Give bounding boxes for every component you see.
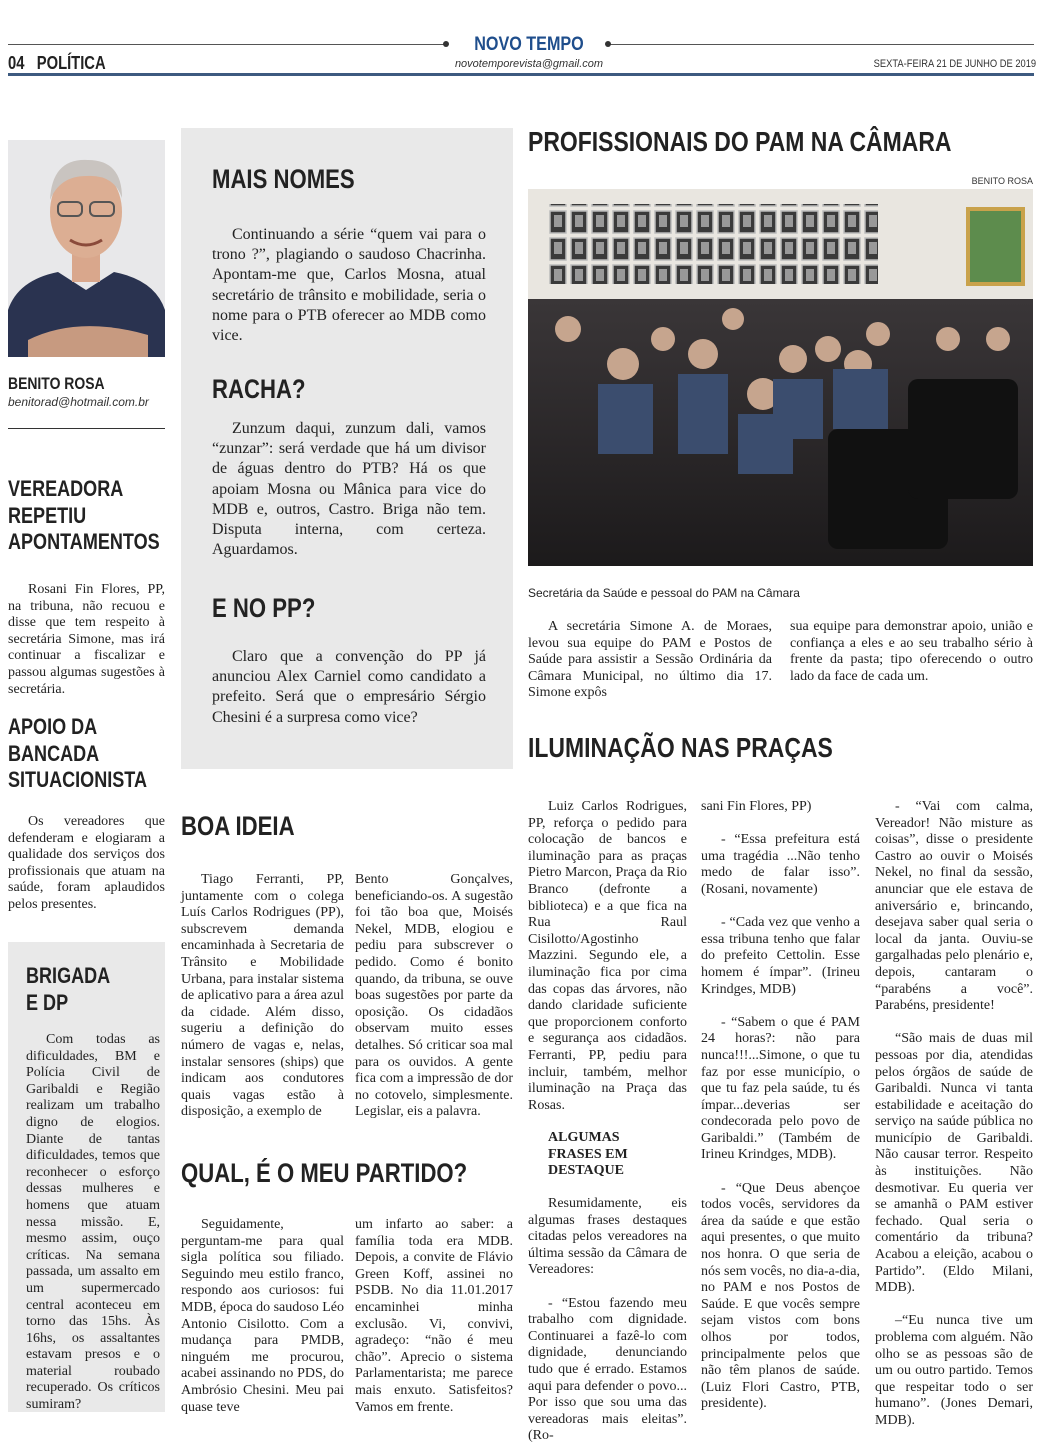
article-partido-col1: Seguidamente, perguntam-me para qual sigla política sou filiado. Seguindo meu estilo franco, respondo aos curiosos: fui MDB, época do saudoso Léo Antonio Cisilotto. Com a mudança para PMDB, ninguém me procurou, acabei assinando no PDS, do Ambrósio Chesini. Meu pai quase teve bbox=[181, 1217, 344, 1415]
page-number: 04 bbox=[8, 53, 25, 73]
headline-brigada bbox=[26, 963, 110, 1016]
paragraph: –“Eu nunca tive um problema com alguém. Não olho se as pessoas são de um ou outro partido. Temos que respeitar todo o ser humano”. (Jones Demari, MDB). bbox=[875, 1313, 1033, 1428]
headline-no-pp: E NO PP? bbox=[212, 593, 316, 623]
columnist-name: BENITO ROSA bbox=[8, 374, 105, 393]
masthead-email[interactable]: novotemporevista@gmail.com bbox=[454, 58, 604, 70]
headline-apoio bbox=[8, 714, 147, 794]
headline-line: VEREADORA bbox=[8, 476, 124, 501]
subhead-frases bbox=[548, 1130, 687, 1180]
headline-line: APOIO DA bbox=[8, 714, 98, 739]
headline-line: SITUACIONISTA bbox=[8, 767, 147, 792]
subhead-line: DESTAQUE bbox=[548, 1163, 624, 1179]
paragraph: sani Fin Flores, PP) bbox=[701, 799, 812, 814]
paragraph: “São mais de duas mil pessoas por dia, atendidas pelos órgãos de saúde de Garibaldi. Nunca vi tanta estabilidade e aceitação do serviço na saúde pública no município de Garibaldi. Não causar terror. Respeito às instituições. Não desmotivar. Eu queria ver se amanhã o PAM estiver fechado. Qual seria o comentário da tribuna? Acabou a eleição, acabou o Partido”. (Eldo Milani, MDB). bbox=[875, 1031, 1033, 1296]
columnist-divider bbox=[8, 428, 165, 429]
article-pam-col2: sua equipe para demonstrar apoio, união e confiança a eles e ao seu trabalho sério à frente da pasta; tipo oferecendo o outro lado da face de cada um. bbox=[790, 619, 1033, 684]
iluminacao-col2 bbox=[701, 799, 860, 1413]
issue-date: SEXTA-FEIRA 21 DE JUNHO DE 2019 bbox=[873, 58, 1036, 70]
section-label bbox=[8, 53, 106, 74]
headline-line: APONTAMENTOS bbox=[8, 529, 160, 554]
paragraph: Luiz Carlos Rodrigues, PP, reforça o pedido para colocação de bancos e iluminação para as praças Pietro Marcon, Praça da Rio Branco (defronte a biblioteca) e a que fica na Rua Raul Cisilotto/Agostinho Mazzini. Segundo ele, a iluminação fica por cima das copas das árvores, não dando claridade suficiente que proporcionem conforto e segurança aos cidadãos. Ferranti, PP, pediu para incluir, também, melhor iluminação na Praça das Rosas. bbox=[528, 799, 688, 1113]
article-partido-col2: um infarto ao saber: a família toda era MDB. Depois, a convite de Flávio Green Koff, assinei no PSDB. No dia 11.01.2017 encaminhei minha exclusão. Vi, convivi, agradeço: “não é meu chão”. Aprecio o sistema Parlamentarista; me parece mais enxuto. Satisfeitos? Vamos em frente. bbox=[355, 1217, 513, 1415]
paragraph: - “Estou fazendo meu trabalho com dignidade. Continuarei a fazê-lo com dignidade, denunciando tudo que é errado. Estamos aqui para defender o povo... Por isso que sou uma das vereadoras mais eleitas”. (Ro- bbox=[528, 1295, 687, 1444]
subhead-line: FRASES EM bbox=[548, 1146, 628, 1162]
paragraph: - “Que Deus abençoe todos vocês, servidores da área da saúde e que estão aqui presentes, o que muito nos honra. O que seria de nós sem vocês, no dia-a-dia, no PAM e nos Postos de Saúde. E que vocês sempre sejam vistos com bons olhos por todos, principalmente pelos que não têm planos de saúde. (Luiz Flori Castro, PTB, presidente). bbox=[701, 1180, 860, 1412]
section-name: POLÍTICA bbox=[36, 53, 106, 73]
headline-line: E DP bbox=[26, 989, 69, 1015]
headline-line: BANCADA bbox=[8, 740, 100, 766]
headline-vereadora bbox=[8, 476, 160, 556]
paragraph: - “Sabem o que é PAM 24 horas?: não para nunca!!!...Simone, o que tu faz por esse município, o que tu faz pela saúde, tu és ímpar...deverias ser condecorada pelo povo de Garibaldi.” (Também de Irineu Krindges, MDB). bbox=[701, 1014, 860, 1163]
article-boa-ideia-col2: Bento Gonçalves, beneficiando-os. A sugestão foi tão boa que, Moisés Nekel, MDB, elogiou e pediu para subscrever o pedido. Como é bonito quando, da tribuna, se ouve boas sugestões por parte da oposição. Os cidadãos observam muito esses detalhes. Só criticar soa mal para os ouvidos. A gente fica com a impressão de dor no cotovelo, simplesmente. Legislar, eis a palavra. bbox=[355, 872, 513, 1120]
headline-racha: RACHA? bbox=[212, 374, 306, 404]
article-boa-ideia-col1: Tiago Ferranti, PP, juntamente com o colega Luís Carlos Rodrigues (PP), subscrevem demanda encaminhada à Secretaria de Trânsito e Mobilidade Urbana, para instalar sistema de aplicativo para a área azul da cidade. Além disso, sugeriu a definição do número de vagas e, nelas, instalar sensores (ships) que indicam aos condutores quais vagas estão à disposição, a exemplo de bbox=[181, 872, 344, 1120]
photo-credit: BENITO ROSA bbox=[971, 176, 1033, 186]
pam-photo bbox=[528, 189, 1033, 566]
article-vereadora-text: Rosani Fin Flores, PP, na tribuna, não recuou e disse que tem respeito à secretária Simone, mas irá continuar a fiscalizar e passou algumas sugestões à secretária. bbox=[8, 582, 165, 697]
headline-line: REPETIU bbox=[8, 502, 87, 528]
headline-iluminacao: ILUMINAÇÃO NAS PRAÇAS bbox=[528, 732, 833, 763]
headline-mais-nomes: MAIS NOMES bbox=[212, 164, 355, 194]
article-brigada-text: Com todas as dificuldades, BM e Polícia Civil de Garibaldi e Região realizam um trabalho digno de elogios. Diante de tantas dificuldades, temos que reconhecer o esforço dessas mulheres e homens que atuam nessa missão. E, mesmo assim, ouço críticas. Na semana passada, um assalto em um supermercado central aconteceu em torno das 15hs. Às 16hs, os assaltantes estavam presos e o material roubado recuperado. Os críticos sumiram? bbox=[26, 1032, 160, 1413]
columnist-photo bbox=[8, 140, 165, 357]
article-mais-nomes-text: Continuando a série “quem vai para o trono ?”, plagiando o saudoso Chacrinha. Apontam-me que, Carlos Mosna, atual secretário de trânsito e mobilidade, seria o nome para o PTB oferecer ao MDB como vice. bbox=[212, 226, 486, 345]
header-divider bbox=[8, 73, 1034, 76]
headline-line: BRIGADA bbox=[26, 963, 111, 988]
photo-caption: Secretária da Saúde e pessoal do PAM na Câmara bbox=[528, 586, 800, 600]
headline-partido: QUAL, É O MEU PARTIDO? bbox=[181, 1158, 468, 1188]
masthead: NOVO TEMPO bbox=[474, 34, 584, 55]
headline-boa-ideia: BOA IDEIA bbox=[181, 811, 295, 841]
paragraph: - “Vai com calma, Vereador! Não misture as coisas”, disse o presidente Castro ao ouvir o Moisés Nekel, no final da sessão, anunciar que ele estava de aniversário e, brincando, desejava saber qual seria o local da janta. Ouviu-se gargalhadas pelo plenário e, depois, cantaram o “parabéns a você”. Parabéns, presidente! bbox=[875, 799, 1033, 1014]
paragraph: - “Essa prefeitura está uma tragédia ...Não tenho medo de falar isso”. (Rosani, novamente) bbox=[701, 832, 860, 897]
iluminacao-col1 bbox=[528, 799, 687, 1445]
brigada-box bbox=[8, 942, 165, 1412]
article-no-pp-text: Claro que a convenção do PP já anunciou Alex Carniel como candidato a prefeito. Será que o empresário Sérgio Chesini é a surpresa como vice? bbox=[212, 648, 486, 726]
article-pam-col1: A secretária Simone A. de Moraes, levou sua equipe do PAM e Postos de Saúde para assistir a Sessão Ordinária da Câmara Municipal, no último dia 17. Simone expôs bbox=[528, 619, 772, 701]
paragraph: Resumidamente, eis algumas frases destaques citadas pelos vereadores na última sessão da Câmara de Vereadores: bbox=[528, 1196, 687, 1278]
notes-box bbox=[181, 128, 513, 769]
headline-pam: PROFISSIONAIS DO PAM NA CÂMARA bbox=[528, 126, 952, 157]
iluminacao-col3 bbox=[875, 799, 1033, 1430]
article-apoio-text: Os vereadores que defenderam e elogiaram a qualidade dos serviços dos profissionais que atuam na saúde, foram aplaudidos pelos presentes. bbox=[8, 814, 165, 912]
paragraph: - “Cada vez que venho a essa tribuna tenho que falar do prefeito Cettolin. Esse homem é ímpar”. (Irineu Krindges, MDB) bbox=[701, 915, 860, 997]
article-racha-text: Zunzum daqui, zunzum dali, vamos “zunzar”: será verdade que há um divisor de águas dentro do PTB? Há os que apoiam Mosna ou Mânica para vice do MDB e, outros, Castro. Briga não tem. Disputa interna, com certeza. Aguardamos. bbox=[212, 420, 486, 559]
columnist-email[interactable]: benitorad@hotmail.com.br bbox=[8, 395, 149, 409]
subhead-line: ALGUMAS bbox=[548, 1130, 620, 1146]
